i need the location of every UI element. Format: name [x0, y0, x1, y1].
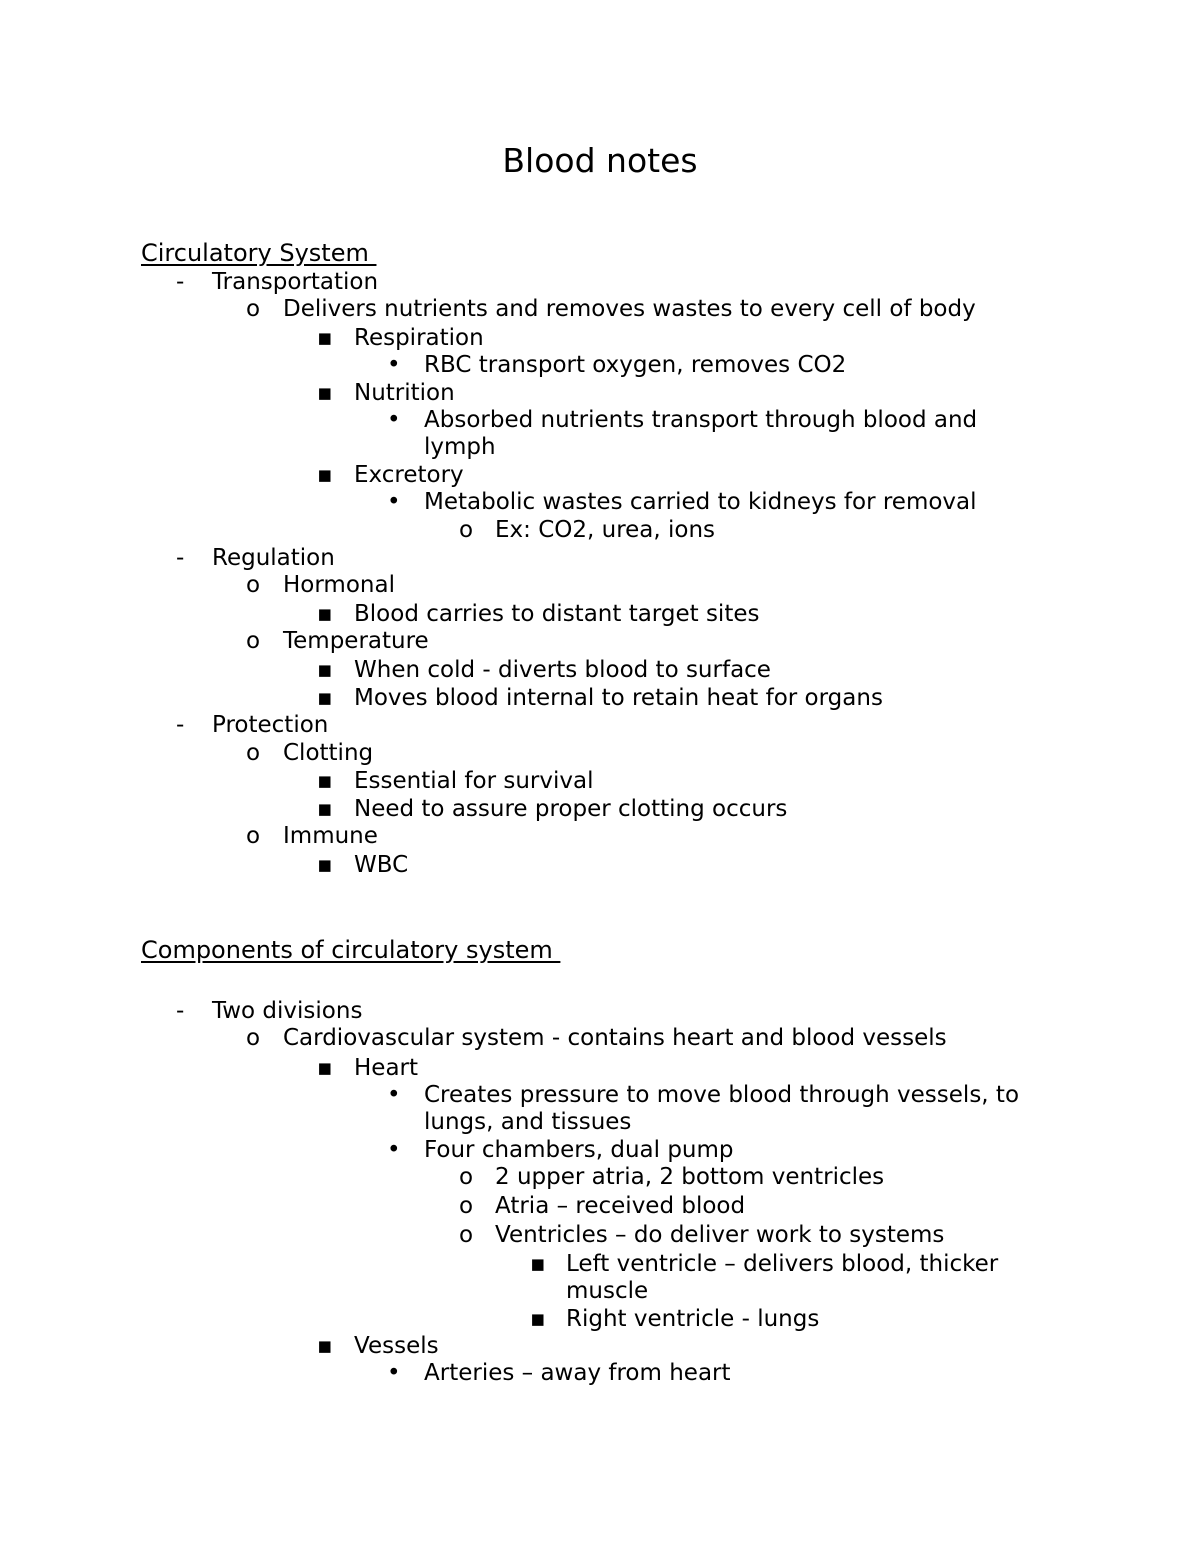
square-bullet: ▪ [317, 1333, 333, 1359]
list-item: Blood carries to distant target sites [354, 601, 760, 627]
list-item: Respiration [354, 325, 484, 351]
list-item: Clotting [283, 740, 374, 766]
list-item: Transportation [212, 269, 379, 295]
list-item: Metabolic wastes carried to kidneys for removal [424, 489, 977, 515]
dot-bullet: • [387, 489, 401, 515]
list-item: Absorbed nutrients transport through blood and [424, 407, 978, 433]
list-item-continuation: muscle [566, 1278, 649, 1304]
list-item: Creates pressure to move blood through vessels, to [424, 1082, 1020, 1108]
circle-bullet: o [246, 1025, 261, 1051]
list-item: Right ventricle - lungs [566, 1306, 820, 1332]
list-item: Protection [212, 712, 329, 738]
dot-bullet: • [387, 1137, 401, 1163]
list-item-continuation: lungs, and tissues [424, 1109, 632, 1135]
section-heading-circulatory-system: Circulatory System [141, 239, 377, 267]
circle-bullet: o [459, 1193, 474, 1219]
list-item: Moves blood internal to retain heat for organs [354, 685, 883, 711]
list-item: Hormonal [283, 572, 395, 598]
list-item: Essential for survival [354, 768, 594, 794]
list-item: Temperature [283, 628, 429, 654]
list-item: Left ventricle – delivers blood, thicker [566, 1251, 999, 1277]
square-bullet: ▪ [317, 601, 333, 627]
dot-bullet: • [387, 1082, 401, 1108]
circle-bullet: o [459, 1222, 474, 1248]
list-item: Excretory [354, 462, 464, 488]
list-item-continuation: lymph [424, 434, 496, 460]
square-bullet: ▪ [317, 796, 333, 822]
list-item: Nutrition [354, 380, 455, 406]
square-bullet: ▪ [317, 325, 333, 351]
list-item: Immune [283, 823, 378, 849]
list-item: When cold - diverts blood to surface [354, 657, 771, 683]
circle-bullet: o [459, 1164, 474, 1190]
list-item: Need to assure proper clotting occurs [354, 796, 788, 822]
square-bullet: ▪ [317, 1055, 333, 1081]
list-item: Heart [354, 1055, 419, 1081]
square-bullet: ▪ [317, 768, 333, 794]
dash-bullet: - [176, 269, 185, 295]
square-bullet: ▪ [530, 1306, 546, 1332]
circle-bullet: o [246, 740, 261, 766]
page-title: Blood notes [502, 141, 698, 180]
square-bullet: ▪ [317, 462, 333, 488]
circle-bullet: o [246, 296, 261, 322]
square-bullet: ▪ [317, 685, 333, 711]
circle-bullet: o [246, 628, 261, 654]
circle-bullet: o [246, 572, 261, 598]
list-item: RBC transport oxygen, removes CO2 [424, 352, 847, 378]
circle-bullet: o [459, 517, 474, 543]
list-item: Vessels [354, 1333, 439, 1359]
dash-bullet: - [176, 712, 185, 738]
square-bullet: ▪ [317, 380, 333, 406]
dot-bullet: • [387, 407, 401, 433]
dash-bullet: - [176, 545, 185, 571]
list-item: Delivers nutrients and removes wastes to every cell of body [283, 296, 976, 322]
circle-bullet: o [246, 823, 261, 849]
list-item: Regulation [212, 545, 335, 571]
list-item: 2 upper atria, 2 bottom ventricles [495, 1164, 885, 1190]
list-item: WBC [354, 852, 409, 878]
dot-bullet: • [387, 1360, 401, 1386]
dash-bullet: - [176, 998, 185, 1024]
list-item: Ventricles – do deliver work to systems [495, 1222, 945, 1248]
list-item: Four chambers, dual pump [424, 1137, 734, 1163]
square-bullet: ▪ [530, 1251, 546, 1277]
list-item: Two divisions [212, 998, 363, 1024]
dot-bullet: • [387, 352, 401, 378]
list-item: Cardiovascular system - contains heart and blood vessels [283, 1025, 947, 1051]
section-heading-components: Components of circulatory system [141, 936, 561, 964]
square-bullet: ▪ [317, 657, 333, 683]
list-item: Atria – received blood [495, 1193, 746, 1219]
list-item: Ex: CO2, urea, ions [495, 517, 716, 543]
square-bullet: ▪ [317, 852, 333, 878]
list-item: Arteries – away from heart [424, 1360, 731, 1386]
